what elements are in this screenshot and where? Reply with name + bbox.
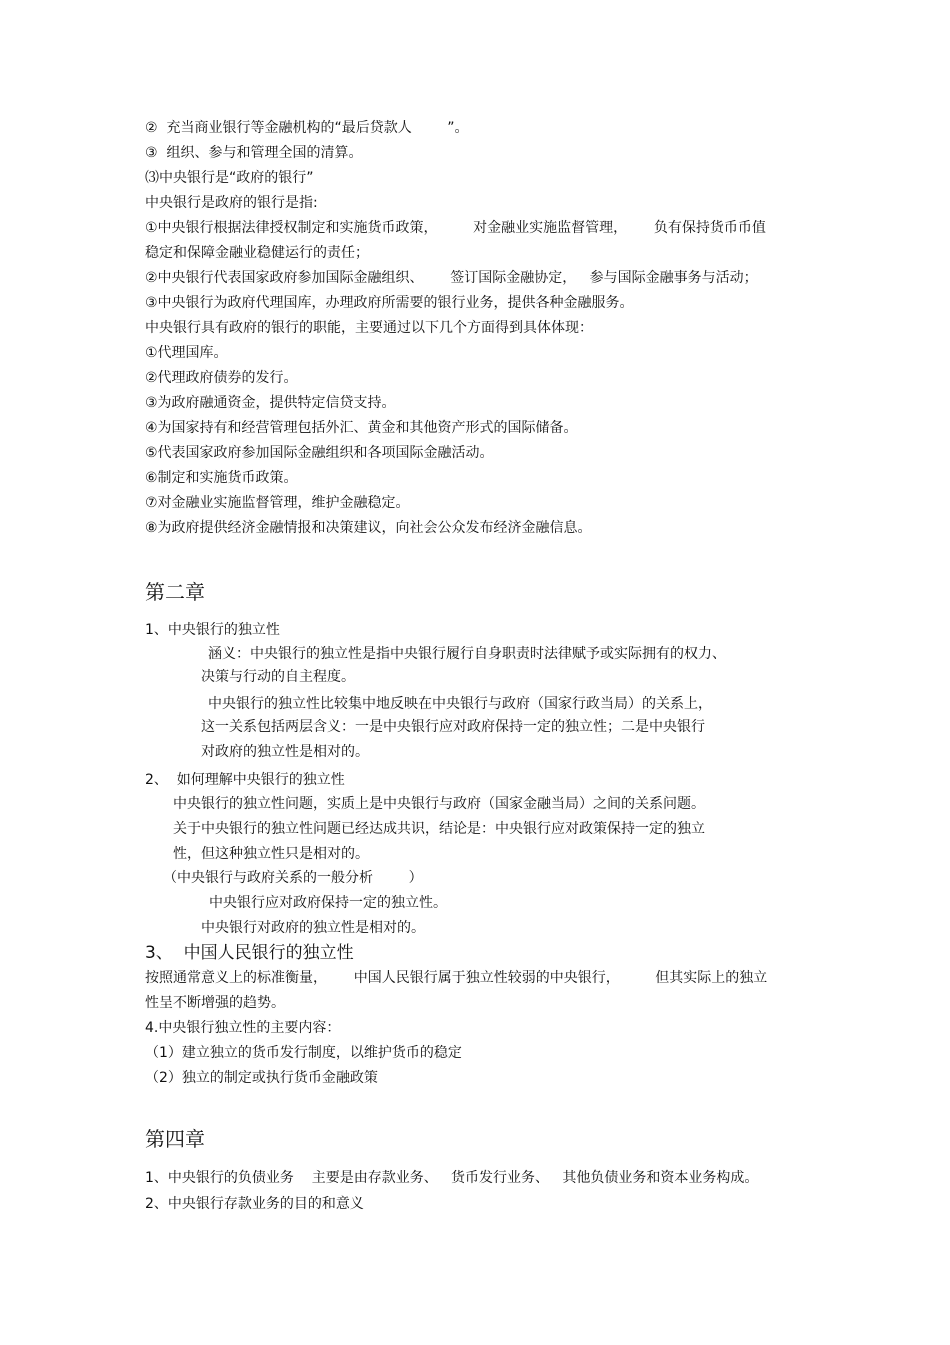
list-item: ⑦对金融业实施监督管理，维护金融稳定。 (145, 495, 410, 511)
text-line: ③ 组织、参与和管理全国的清算。 (145, 145, 363, 161)
text-line: 性呈不断增强的趋势。 (145, 995, 285, 1011)
text-line: 关于中央银行的独立性问题已经达成共识，结论是：中央银行应对政策保持一定的独立 (173, 821, 705, 837)
text-line: ③中央银行为政府代理国库，办理政府所需要的银行业务，提供各种金融服务。 (145, 295, 634, 311)
text-line: ② 充当商业银行等金融机构的“最后贷款人 ”。 (145, 120, 469, 136)
text-line: （中央银行与政府关系的一般分析 ） (163, 870, 423, 886)
text-line: 对政府的独立性是相对的。 (201, 744, 369, 760)
list-item: ③为政府融通资金，提供特定信贷支持。 (145, 395, 396, 411)
text-line: 2、中央银行存款业务的目的和意义 (145, 1196, 364, 1212)
text-line: ⑶中央银行是“政府的银行” (145, 170, 314, 186)
text-line: 1、中央银行的负债业务 主要是由存款业务、 货币发行业务、 其他负债业务和资本业务构成。 (145, 1170, 759, 1186)
list-item: （2）独立的制定或执行货币金融政策 (145, 1070, 378, 1086)
chapter-title: 第四章 (145, 1127, 205, 1151)
list-item: ⑥制定和实施货币政策。 (145, 470, 298, 486)
list-item: ④为国家持有和经营管理包括外汇、黄金和其他资产形式的国际储备。 (145, 420, 578, 436)
list-item: ⑧为政府提供经济金融情报和决策建议，向社会公众发布经济金融信息。 (145, 520, 592, 536)
text-line: 中央银行的独立性比较集中地反映在中央银行与政府（国家行政当局）的关系上， (208, 696, 712, 712)
list-item: ①代理国库。 (145, 345, 228, 361)
section-heading: 4.中央银行独立性的主要内容： (145, 1020, 341, 1036)
list-item: ⑤代表国家政府参加国际金融组织和各项国际金融活动。 (145, 445, 494, 461)
text-line: ②中央银行代表国家政府参加国际金融组织、 签订国际金融协定， 参与国际金融事务与活动； (145, 270, 758, 286)
text-line: ①中央银行根据法律授权制定和实施货币政策， 对金融业实施监督管理， 负有保持货币币值 (145, 220, 766, 236)
section-heading: 2、 如何理解中央银行的独立性 (145, 772, 345, 788)
list-item: （1）建立独立的货币发行制度，以维护货币的稳定 (145, 1045, 462, 1061)
section-heading: 3、 中国人民银行的独立性 (145, 943, 354, 963)
text-line: 决策与行动的自主程度。 (201, 669, 355, 685)
text-line: 按照通常意义上的标准衡量， 中国人民银行属于独立性较弱的中央银行， 但其实际上的独立 (145, 970, 768, 986)
text-line: 稳定和保障金融业稳健运行的责任； (145, 245, 369, 261)
text-line: 这一关系包括两层含义：一是中央银行应对政府保持一定的独立性；二是中央银行 (201, 719, 705, 735)
chapter-title: 第二章 (145, 580, 205, 604)
section-heading: 1、中央银行的独立性 (145, 622, 280, 638)
text-line: 中央银行的独立性问题，实质上是中央银行与政府（国家金融当局）之间的关系问题。 (173, 796, 705, 812)
list-item: ②代理政府债券的发行。 (145, 370, 298, 386)
text-line: 中央银行是政府的银行是指: (145, 195, 318, 211)
text-line: 中央银行应对政府保持一定的独立性。 (209, 895, 447, 911)
text-line: 中央银行具有政府的银行的职能，主要通过以下几个方面得到具体体现： (145, 320, 593, 336)
text-line: 中央银行对政府的独立性是相对的。 (201, 920, 425, 936)
text-line: 涵义：中央银行的独立性是指中央银行履行自身职责时法律赋予或实际拥有的权力、 (208, 646, 726, 662)
text-line: 性，但这种独立性只是相对的。 (173, 846, 369, 862)
